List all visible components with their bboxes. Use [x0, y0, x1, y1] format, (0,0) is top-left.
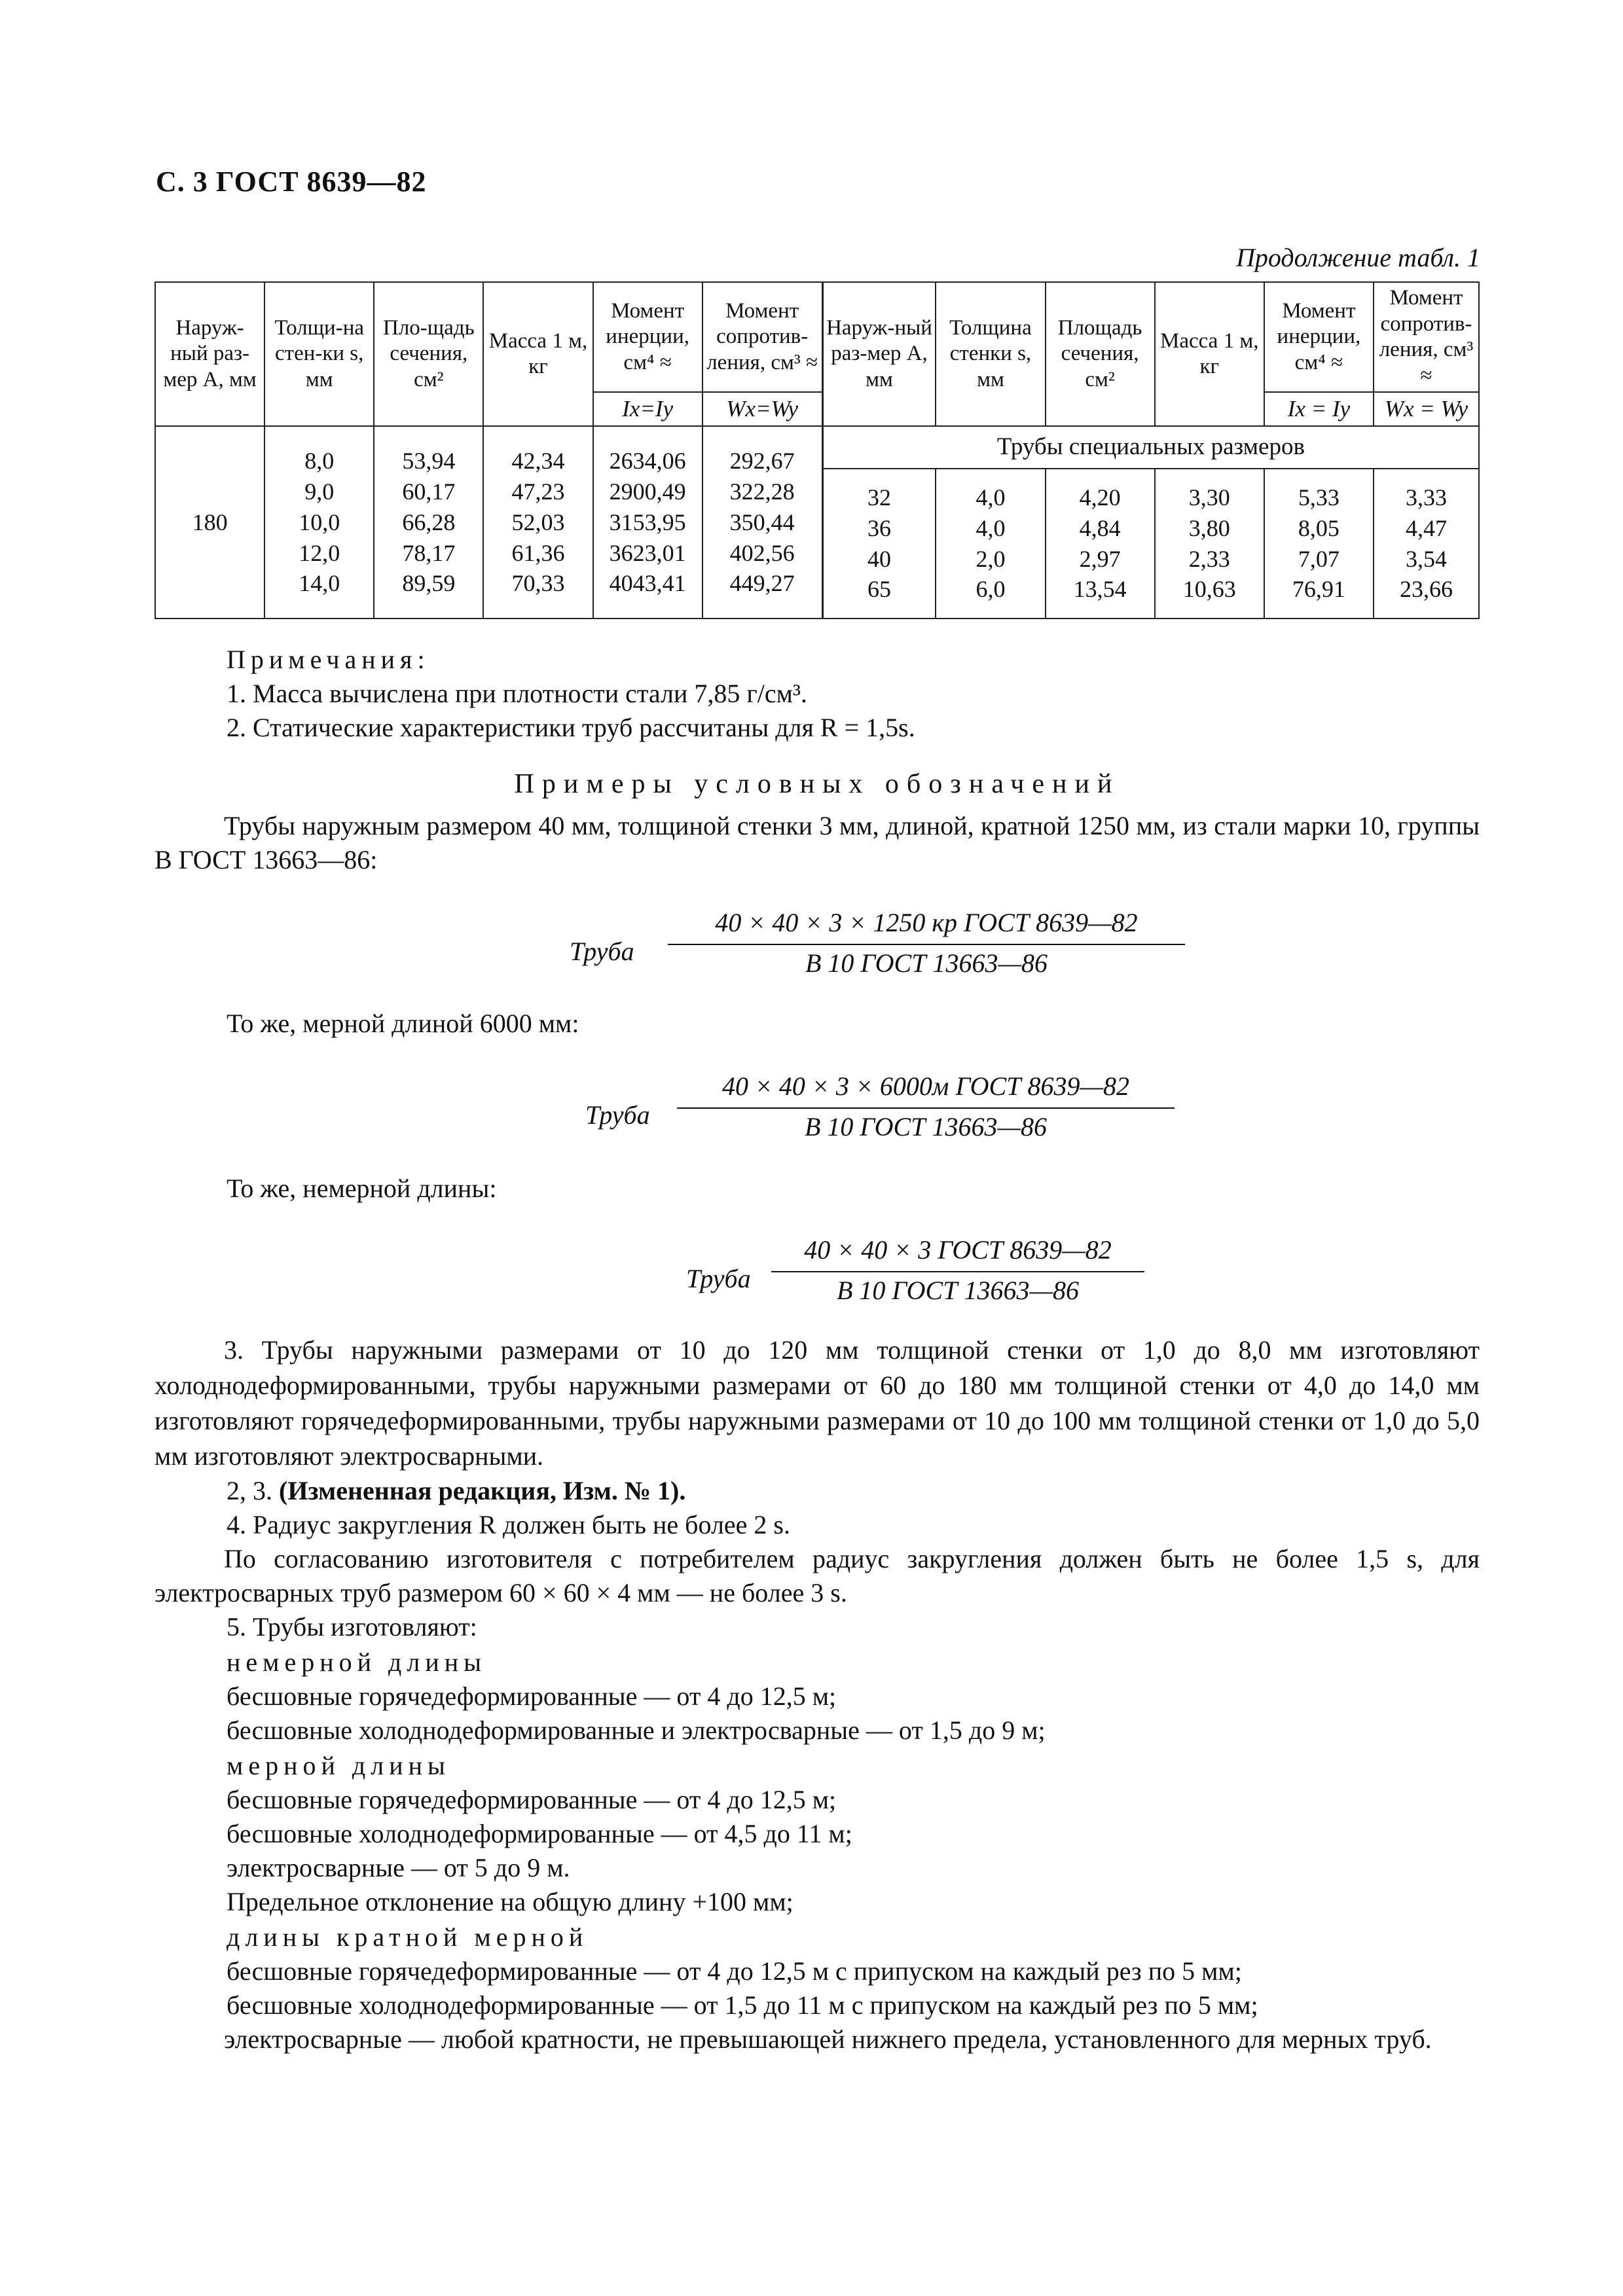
table-cell: 12,0 — [299, 539, 340, 566]
table-cell: 2,97 — [1079, 545, 1121, 572]
cell-mass-list — [483, 426, 593, 619]
table-cell: 32 — [867, 484, 892, 511]
note-1: 1. Масса вычислена при плотности стали 7,85 г/см³. — [227, 679, 807, 708]
formula-denominator: В 10 ГОСТ 13663—86 — [805, 948, 1048, 978]
table-cell: 13,54 — [1073, 576, 1127, 603]
table-cell: 3,54 — [1405, 545, 1447, 572]
cell-wall-right-list — [936, 469, 1045, 619]
table-cell: 66,28 — [402, 509, 456, 535]
formula-label: Труба — [585, 1100, 650, 1130]
fraction-bar — [668, 944, 1185, 945]
table-cell: 4,0 — [976, 484, 1006, 511]
cell-mass-right-list — [1155, 469, 1264, 619]
table-cell: 350,44 — [729, 509, 795, 535]
inertia-formula: Ix=Iy — [593, 392, 702, 426]
unmeasured-item-1: бесшовные горячедеформированные — от 4 до 12,5 м; — [227, 1681, 837, 1711]
col-resistance-right: Момент сопротив-ления, см³ ≈ — [1374, 282, 1479, 392]
table-row — [155, 426, 1479, 469]
cell-resistance-list — [702, 426, 822, 619]
col-area: Пло-щадь сечения, см² — [374, 282, 483, 426]
examples-intro: Трубы наружным размером 40 мм, толщиной стенки 3 мм, длиной, кратной 1250 мм, из стали марки 10, группы В ГОСТ 13663—86: — [155, 811, 1480, 874]
table-cell: 10,0 — [299, 509, 340, 535]
notes-title: Примечания: — [227, 645, 430, 674]
cell-resistance-right-list — [1374, 469, 1479, 619]
paragraph-4-agreement: По согласованию изготовителя с потребителем радиус закругления должен быть не более 1,5 s, для электросварных труб размером 60 × 60 × 4 мм — не более 3 s. — [155, 1544, 1480, 1607]
col-resistance: Момент сопротив-ления, см³ ≈ — [702, 282, 822, 392]
subheading-measured-length: мерной длины — [227, 1751, 450, 1780]
pipe-specs-table — [155, 281, 1480, 619]
table-cell: 52,03 — [511, 509, 565, 535]
unmeasured-item-2: бесшовные холоднодеформированные и электросварные — от 1,5 до 9 м; — [227, 1715, 1046, 1745]
table-cell: 5,33 — [1298, 484, 1340, 511]
paragraph-4: 4. Радиус закругления R должен быть не более 2 s. — [227, 1510, 790, 1539]
table-cell: 61,36 — [511, 539, 565, 566]
table-cell: 70,33 — [511, 570, 565, 597]
formula-denominator: В 10 ГОСТ 13663—86 — [804, 1112, 1048, 1141]
table-cell: 7,07 — [1298, 545, 1340, 572]
page-header: С. 3 ГОСТ 8639—82 — [156, 166, 427, 198]
table-cell: 10,63 — [1182, 576, 1236, 603]
cell-wall-list — [264, 426, 374, 619]
col-area-right: Площадь сечения, см² — [1046, 282, 1155, 426]
table-cell: 76,91 — [1292, 576, 1345, 603]
amendment-prefix: 2, 3. — [227, 1476, 279, 1505]
multiple-item-1: бесшовные горячедеформированные — от 4 до 12,5 м с припуском на каждый рез по 5 мм; — [227, 1956, 1242, 1986]
table-cell: 53,94 — [402, 448, 456, 475]
formula-numerator: 40 × 40 × 3 × 1250 кр ГОСТ 8639—82 — [715, 908, 1138, 937]
table-cell: 47,23 — [511, 478, 565, 505]
formula-numerator: 40 × 40 × 3 × 6000м ГОСТ 8639—82 — [721, 1071, 1130, 1101]
measured-item-3: электросварные — от 5 до 9 м. — [227, 1853, 570, 1882]
table-cell: 402,56 — [729, 539, 795, 566]
table-header-row — [155, 282, 1479, 392]
table-cell: 2,0 — [976, 545, 1006, 572]
subheading-unmeasured-length: немерной длины — [227, 1647, 487, 1677]
cell-inertia-list — [593, 426, 702, 619]
multiple-item-2: бесшовные холоднодеформированные — от 1,5 до 11 м с припуском на каждый рез по 5 мм; — [227, 1990, 1258, 2020]
resistance-formula: Wx=Wy — [702, 392, 822, 426]
table-cell: 3153,95 — [609, 509, 686, 535]
paragraph-3: 3. Трубы наружными размерами от 10 до 120 мм толщиной стенки от 1,0 до 8,0 мм изготовляют холоднодеформированными, трубы наружными размерами от 60 до 180 мм толщиной стенки от 4,0 до 14,0 мм изготовляют горячедеформированными, трубы наружными размерами от 10 до 100 мм толщиной стенки от 1,0 до 5,0 мм изготовляют электросварными. — [155, 1335, 1480, 1471]
examples-heading: Примеры условных обозначений — [514, 769, 1120, 799]
table-cell: 4,20 — [1079, 484, 1121, 511]
resistance-formula-right: Wx = Wy — [1374, 392, 1479, 426]
table-cell: 65 — [867, 576, 892, 603]
designation-formula-2 — [585, 1071, 1175, 1156]
table-cell: 42,34 — [511, 448, 565, 475]
col-inertia: Момент инерции, см⁴ ≈ — [593, 282, 702, 392]
table-cell: 292,67 — [729, 448, 795, 475]
formula-label: Труба — [570, 937, 634, 966]
table-cell: 78,17 — [402, 539, 456, 566]
cell-area-right-list — [1046, 469, 1155, 619]
measured-item-2: бесшовные холоднодеформированные — от 4,5 до 11 м; — [227, 1819, 852, 1848]
col-outer-size: Наруж-ный раз-мер А, мм — [155, 282, 264, 426]
same-unmeasured-text: То же, немерной длины: — [227, 1174, 497, 1203]
cell-inertia-right-list — [1264, 469, 1374, 619]
fraction-bar — [771, 1271, 1144, 1272]
formula-denominator: В 10 ГОСТ 13663—86 — [836, 1276, 1080, 1305]
col-mass: Масса 1 м, кг — [483, 282, 593, 426]
multiple-item-3: электросварные — любой кратности, не превышающей нижнего предела, установленного для мерных труб. — [224, 2024, 1432, 2054]
table-cell: 23,66 — [1399, 576, 1453, 603]
table-cell: 3,33 — [1405, 484, 1447, 511]
table-cell: 4,0 — [976, 514, 1006, 541]
inertia-formula-right: Ix = Iy — [1264, 392, 1374, 426]
table-cell: 89,59 — [402, 570, 456, 597]
table-cell: 60,17 — [402, 478, 456, 505]
table-cell: 14,0 — [299, 570, 340, 597]
subheading-multiple-length: длины кратной мерной — [227, 1922, 589, 1952]
table-cell: 2900,49 — [609, 478, 686, 505]
table-cell: 2634,06 — [609, 448, 686, 475]
table-cell: 3623,01 — [609, 539, 686, 566]
table-cell: 4043,41 — [609, 570, 686, 597]
formula-numerator: 40 × 40 × 3 ГОСТ 8639—82 — [804, 1235, 1112, 1265]
special-sizes-title: Трубы специальных размеров — [822, 426, 1479, 469]
col-outer-size-right: Наруж-ный раз-мер А, мм — [822, 282, 936, 426]
amendment-note: (Измененная редакция, Изм. № 1). — [279, 1476, 686, 1505]
table-cell: 3,30 — [1188, 484, 1230, 511]
outer-size-180: 180 — [155, 426, 264, 619]
table-cell: 9,0 — [304, 478, 335, 505]
formula-label: Труба — [686, 1264, 751, 1293]
cell-outer-right-list — [822, 469, 936, 619]
note-2: 2. Статические характеристики труб рассчитаны для R = 1,5s. — [227, 713, 915, 742]
table-cell: 8,0 — [304, 448, 335, 475]
col-inertia-right: Момент инерции, см⁴ ≈ — [1264, 282, 1374, 392]
fraction-bar — [677, 1107, 1175, 1109]
col-mass-right: Масса 1 м, кг — [1155, 282, 1264, 426]
table-cell: 3,80 — [1188, 514, 1230, 541]
designation-formula-1 — [570, 907, 1185, 992]
table-cell: 6,0 — [976, 576, 1006, 603]
table-cell: 4,84 — [1079, 514, 1121, 541]
paragraph-2-3-amendment — [227, 1474, 685, 1508]
table-cell: 322,28 — [729, 478, 795, 505]
table-cell: 36 — [867, 514, 892, 541]
length-tolerance: Предельное отклонение на общую длину +100 мм; — [227, 1887, 793, 1916]
col-wall-thickness-right: Толщина стенки s, мм — [936, 282, 1045, 426]
same-measured-text: То же, мерной длиной 6000 мм: — [227, 1009, 579, 1038]
col-wall-thickness: Толщи-на стен-ки s, мм — [264, 282, 374, 426]
paragraph-5: 5. Трубы изготовляют: — [227, 1612, 477, 1641]
table-cell: 8,05 — [1298, 514, 1340, 541]
table-cell: 2,33 — [1188, 545, 1230, 572]
cell-area-list — [374, 426, 483, 619]
designation-formula-3 — [686, 1234, 1144, 1319]
table-cell: 40 — [867, 545, 892, 572]
measured-item-1: бесшовные горячедеформированные — от 4 до 12,5 м; — [227, 1785, 837, 1814]
table-cell: 449,27 — [729, 570, 795, 597]
table-cell: 4,47 — [1405, 514, 1447, 541]
table-continuation-label: Продолжение табл. 1 — [1235, 243, 1480, 272]
